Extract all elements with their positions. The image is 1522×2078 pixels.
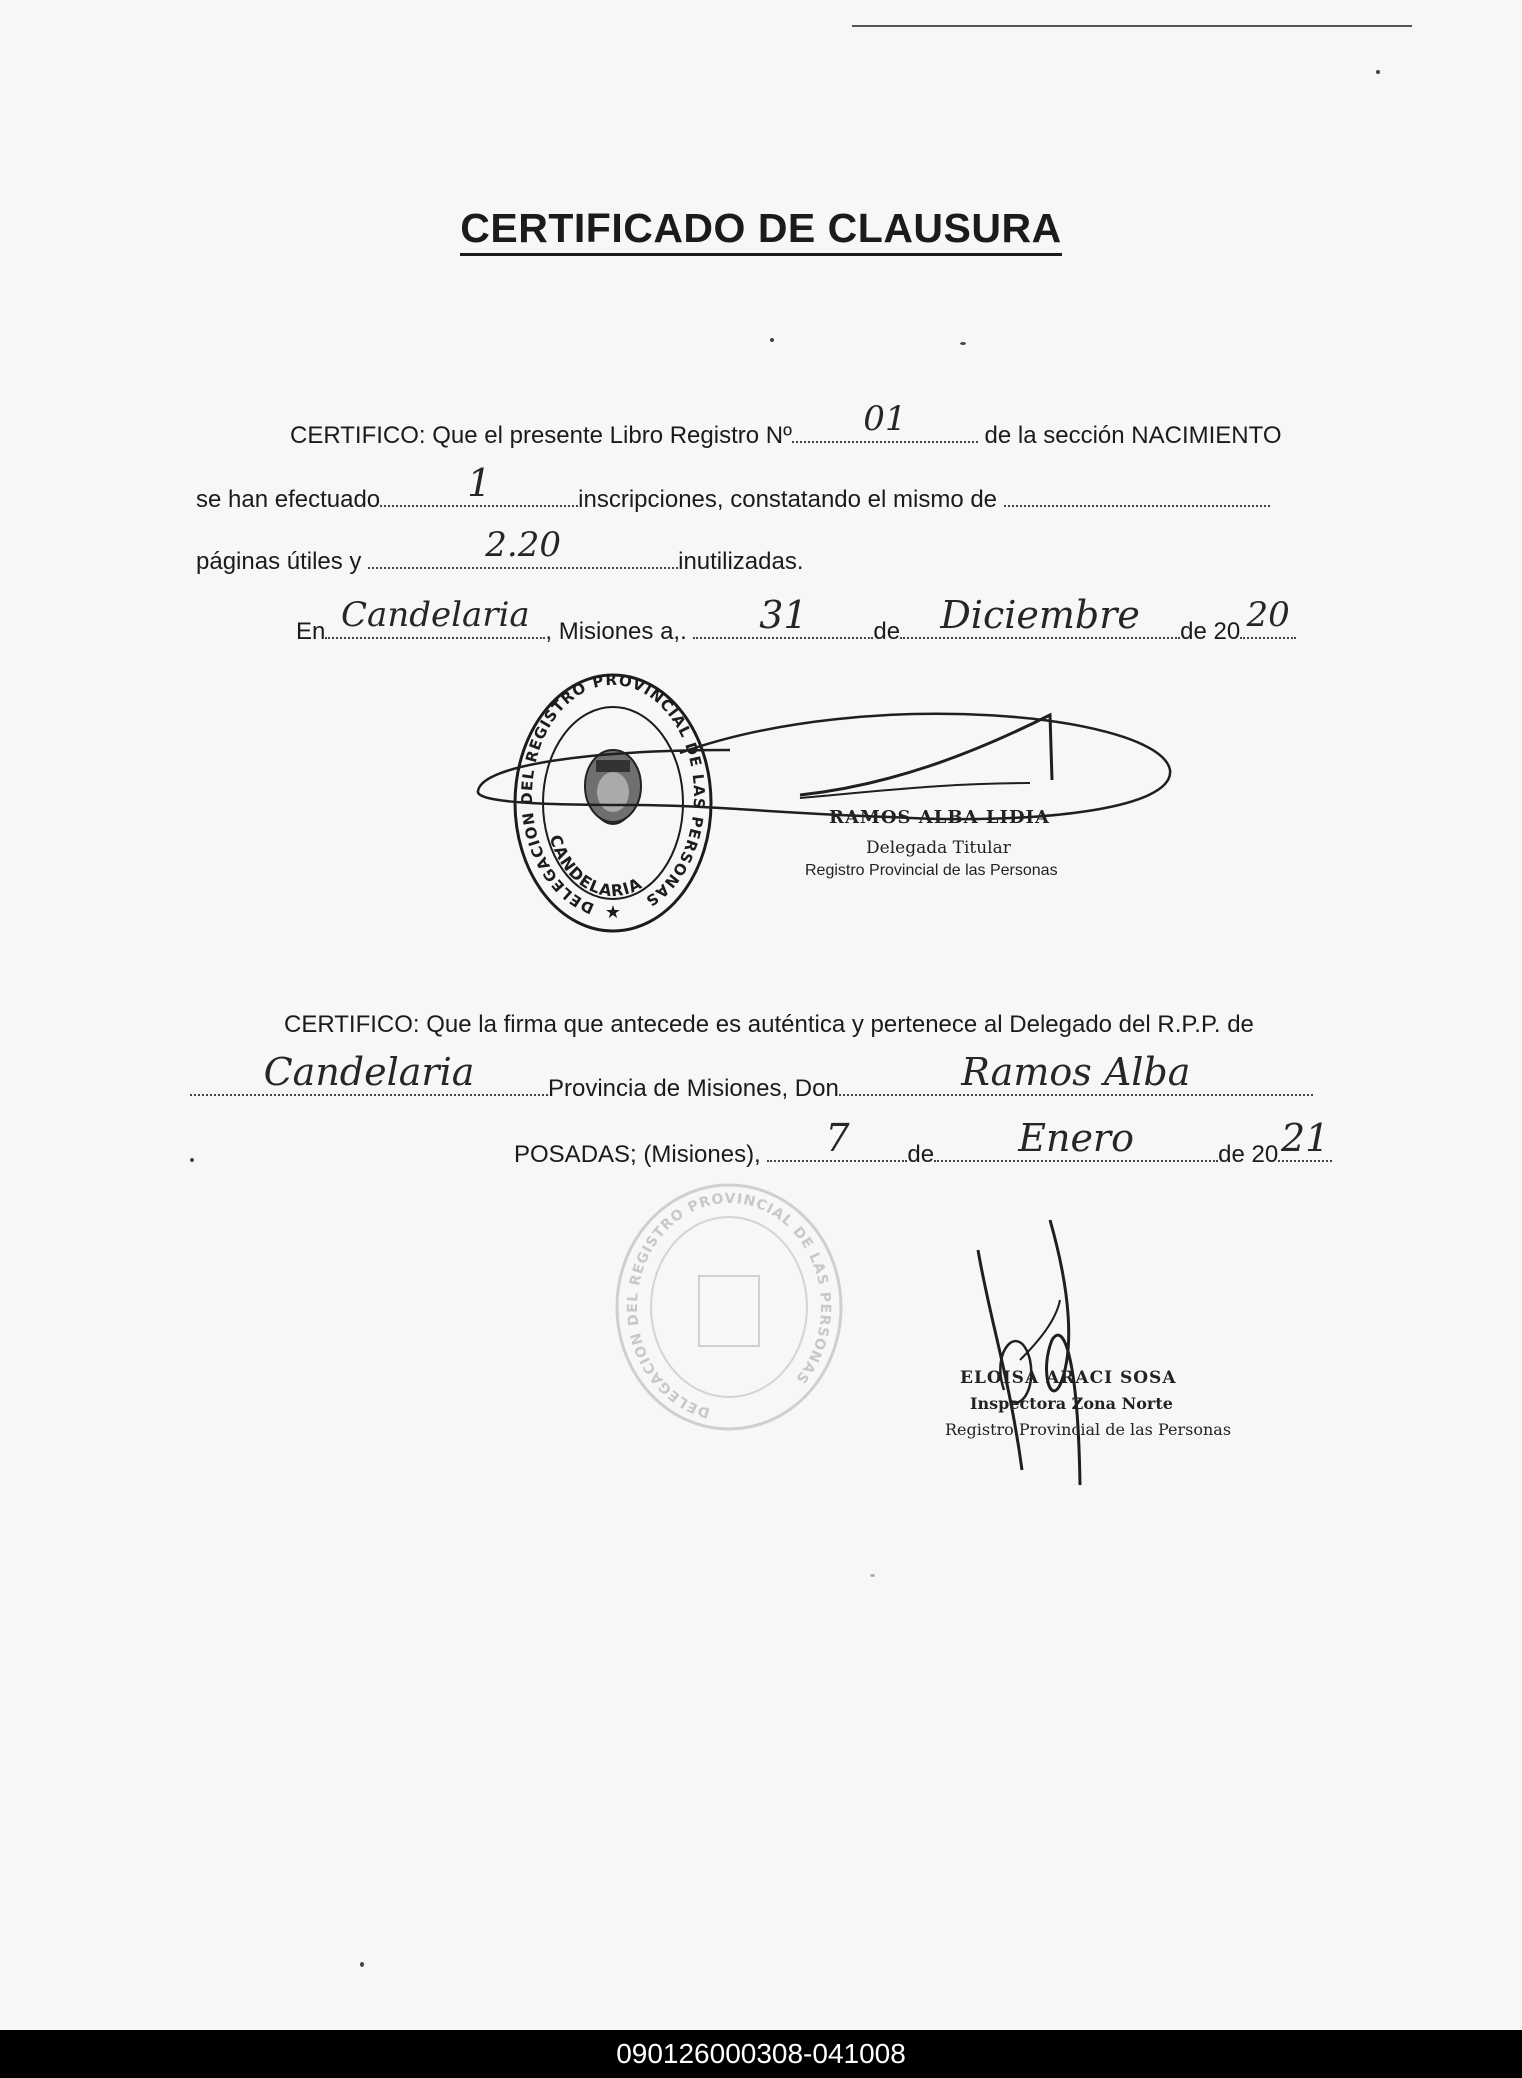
scan-speck — [770, 338, 774, 342]
signature-1-mark — [470, 695, 1180, 845]
cert1-line-2 — [196, 461, 1270, 515]
scan-speck — [960, 342, 966, 345]
don-value: Ramos Alba — [961, 1050, 1191, 1094]
signatory-2-role: Inspectora Zona Norte — [970, 1394, 1173, 1413]
faint-seal — [604, 1178, 854, 1436]
signatory-2-institution: Registro Provincial de las Personas — [945, 1420, 1232, 1439]
inutilizadas-field — [368, 525, 678, 569]
month-prefix: de — [873, 618, 901, 645]
cert2-year-field — [1278, 1116, 1332, 1162]
seal-star-icon: ★ — [604, 902, 622, 922]
cert2-month-prefix: de — [907, 1141, 935, 1168]
cert1-line2-prefix: se han efectuado — [196, 486, 381, 513]
cert1-line3-suffix: inutilizadas. — [678, 548, 804, 575]
cert1-line-4 — [296, 593, 1296, 647]
month-field — [900, 593, 1180, 639]
cert1-line3-prefix: páginas útiles y — [196, 548, 362, 575]
document-title — [0, 205, 1522, 252]
libro-numero-value: 01 — [863, 399, 907, 439]
document-id: 090126000308-041008 — [616, 2038, 906, 2069]
cert2-date-prefix: POSADAS; (Misiones), — [514, 1141, 761, 1168]
cert2-line2-mid: Provincia de Misiones, Don — [548, 1075, 839, 1102]
seal-inner-text: CANDELARIA — [545, 832, 646, 901]
cert1-line2-suffix: inscripciones, constatando el mismo de — [578, 486, 998, 513]
cert2-day-field — [767, 1116, 907, 1162]
cert2-month-value: Enero — [1018, 1116, 1134, 1160]
signatory-1-name: RAMOS ALBA LIDIA — [829, 807, 1050, 828]
place-mid: , Misiones a,. — [545, 618, 687, 645]
scan-speck — [870, 1574, 875, 1577]
don-field — [839, 1050, 1313, 1096]
top-rule — [852, 25, 1412, 27]
cert1-line-1 — [290, 399, 1282, 451]
scan-speck — [360, 1962, 364, 1967]
cert1-line1-prefix: CERTIFICO: Que el presente Libro Registro Nº — [290, 422, 792, 449]
signatory-2-name: ELOISA ARACI SOSA — [960, 1368, 1177, 1388]
cert2-line-3 — [514, 1116, 1332, 1170]
year-field — [1240, 595, 1296, 639]
signatory-1-institution: Registro Provincial de las Personas — [805, 862, 1058, 879]
scan-speck — [190, 1158, 194, 1162]
faint-seal-ring-text: DELEGACION DEL REGISTRO PROVINCIAL DE LAS PERSONAS — [625, 1190, 834, 1421]
place-value: Candelaria — [341, 595, 530, 635]
inscripciones-field — [380, 461, 578, 507]
document-title-text: CERTIFICADO DE CLAUSURA — [460, 205, 1061, 256]
inutilizadas-value: 2.20 — [485, 525, 561, 565]
document-id-bar — [0, 2030, 1522, 2078]
cert2-month-field — [934, 1116, 1218, 1162]
month-value: Diciembre — [940, 593, 1140, 637]
faint-seal-inner-ring — [651, 1217, 807, 1397]
year-value: 20 — [1246, 595, 1290, 635]
locality-value: Candelaria — [263, 1050, 475, 1094]
cert1-line1-suffix: de la sección NACIMIENTO — [984, 422, 1282, 449]
signatory-1-role: Delegada Titular — [866, 838, 1011, 858]
day-field — [693, 593, 873, 639]
place-prefix: En — [296, 618, 326, 645]
cert1-line-3 — [196, 525, 804, 577]
place-field — [325, 595, 545, 639]
year-prefix: de 20 — [1180, 618, 1241, 645]
cert2-line-1 — [284, 1010, 1254, 1040]
paginas-utiles-field — [1004, 483, 1270, 507]
seal-ring-text: DELEGACION DEL REGISTRO PROVINCIAL DE LAS PERSONAS — [517, 670, 709, 918]
locality-field — [190, 1050, 548, 1096]
cert2-line-2 — [190, 1050, 1313, 1104]
faint-coat-of-arms-icon — [699, 1276, 759, 1346]
day-value: 31 — [759, 593, 808, 637]
inscripciones-value: 1 — [467, 461, 492, 505]
scan-speck — [1376, 70, 1380, 74]
cert2-day-value: 7 — [825, 1116, 850, 1160]
cert2-line1-text: CERTIFICO: Que la firma que antecede es auténtica y pertenece al Delegado del R.P.P. de — [284, 1011, 1254, 1038]
cert2-year-value: 21 — [1280, 1116, 1330, 1160]
signature-2-mark — [960, 1210, 1120, 1490]
cert2-year-prefix: de 20 — [1218, 1141, 1279, 1168]
libro-numero-field — [792, 399, 978, 443]
